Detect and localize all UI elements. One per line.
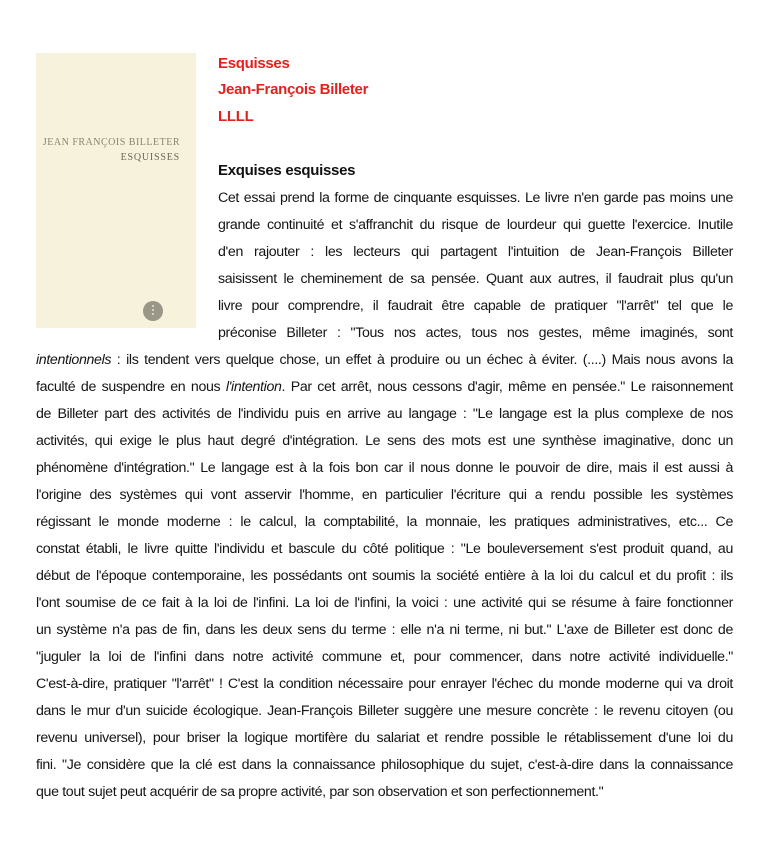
text-line: l'ont soumise de ce fait à la loi de l'infini. La loi de l'infini, la voici : une activité qui se résume à faire fonctionner bbox=[36, 595, 733, 611]
text-span: . Par cet arrêt, nous cessons d'agir, même en pensée." Le raisonnement bbox=[281, 379, 733, 395]
text-line: que tout sujet peut acquérir de sa propre activité, par son observation et son perfectionnement." bbox=[36, 784, 604, 800]
text-line: revenu universel), pour briser la logique mortifère du salariat et rendre possible le rétablissement d'une loi du bbox=[36, 730, 733, 746]
text-line bbox=[36, 374, 733, 401]
italic-word: l'intention bbox=[225, 379, 282, 395]
book-cover bbox=[36, 53, 196, 328]
text-line: grande continuité et s'affranchit du risque de lourdeur qui guette l'exercice. Inutile bbox=[218, 217, 733, 233]
text-line: dans le mur d'un suicide écologique. Jean-François Billeter suggère une mesure concrète : le revenu citoyen (ou bbox=[36, 703, 733, 719]
book-author: Jean-François Billeter bbox=[218, 81, 369, 98]
text-span: : ils tendent vers quelque chose, un effet à produire ou un échec à éviter. (....) Mais nous avons la bbox=[111, 352, 733, 368]
text-line: l'origine des systèmes qui vont asservir l'homme, en particulier l'écriture qui a rendu possible les systèmes bbox=[36, 487, 733, 503]
text-line: régissant le monde moderne : le calcul, la comptabilité, la monnaie, les pratiques administratives, etc... Ce bbox=[36, 514, 733, 530]
text-line: constat établi, le livre quitte l'individu et bascule du côté politique : "Le bouleversement s'est produit quand, au bbox=[36, 541, 733, 557]
text-line: "juguler la loi de l'infini dans notre activité commune et, pour commencer, dans notre activité individuelle." bbox=[36, 649, 733, 665]
text-line: Cet essai prend la forme de cinquante esquisses. Le livre n'en garde pas moins une bbox=[218, 190, 733, 206]
text-line: saisissent le cheminement de sa pensée. Quant aux autres, il faudrait plus qu'un bbox=[218, 271, 733, 287]
cover-title: ESQUISSES bbox=[120, 152, 180, 163]
text-line bbox=[36, 347, 733, 374]
text-line: début de l'époque contemporaine, les possédants ont soumis la société entière à la loi du calcul et du profit : ils bbox=[36, 568, 733, 584]
text-line: phénomène d'intégration." Le langage est à la fois bon car il nous donne le pouvoir de dire, mais il est aussi à bbox=[36, 460, 733, 476]
publisher-logo-icon bbox=[143, 301, 163, 321]
text-line: de Billeter part des activités de l'individu puis en arrive au langage : "Le langage est la plus complexe de nos bbox=[36, 406, 733, 422]
text-line: activités, qui exige le plus haut degré d'intégration. Le sens des mots est une synthèse imaginative, donc un bbox=[36, 433, 733, 449]
text-line: C'est-à-dire, pratiquer "l'arrêt" ! C'est la condition nécessaire pour enrayer l'échec du monde moderne qui va droit bbox=[36, 676, 733, 692]
text-line: livre pour comprendre, il faudrait être capable de pratiquer "l'arrêt" tel que le bbox=[218, 298, 733, 314]
text-line: fini. "Je considère que la clé est dans la connaissance philosophique du sujet, c'est-à-dire dans la connaissance bbox=[36, 757, 733, 773]
italic-word: intentionnels bbox=[36, 352, 112, 368]
text-line: un système n'a pas de fin, dans les deux sens du terme : elle n'a ni terme, ni but." L'axe de Billeter est donc de bbox=[36, 622, 733, 638]
book-title: Esquisses bbox=[218, 55, 290, 72]
text-line: d'en rajouter : les lecteurs qui partagent l'intuition de Jean-François Billeter bbox=[218, 244, 733, 260]
review-subtitle: Exquises esquisses bbox=[218, 162, 356, 179]
book-rating: LLLL bbox=[218, 108, 254, 125]
cover-author: JEAN FRANÇOIS BILLETER bbox=[42, 137, 180, 148]
text-line: préconise Billeter : "Tous nos actes, tous nos gestes, même imaginés, sont bbox=[218, 325, 733, 341]
text-span: faculté de suspendre en nous bbox=[36, 379, 226, 395]
